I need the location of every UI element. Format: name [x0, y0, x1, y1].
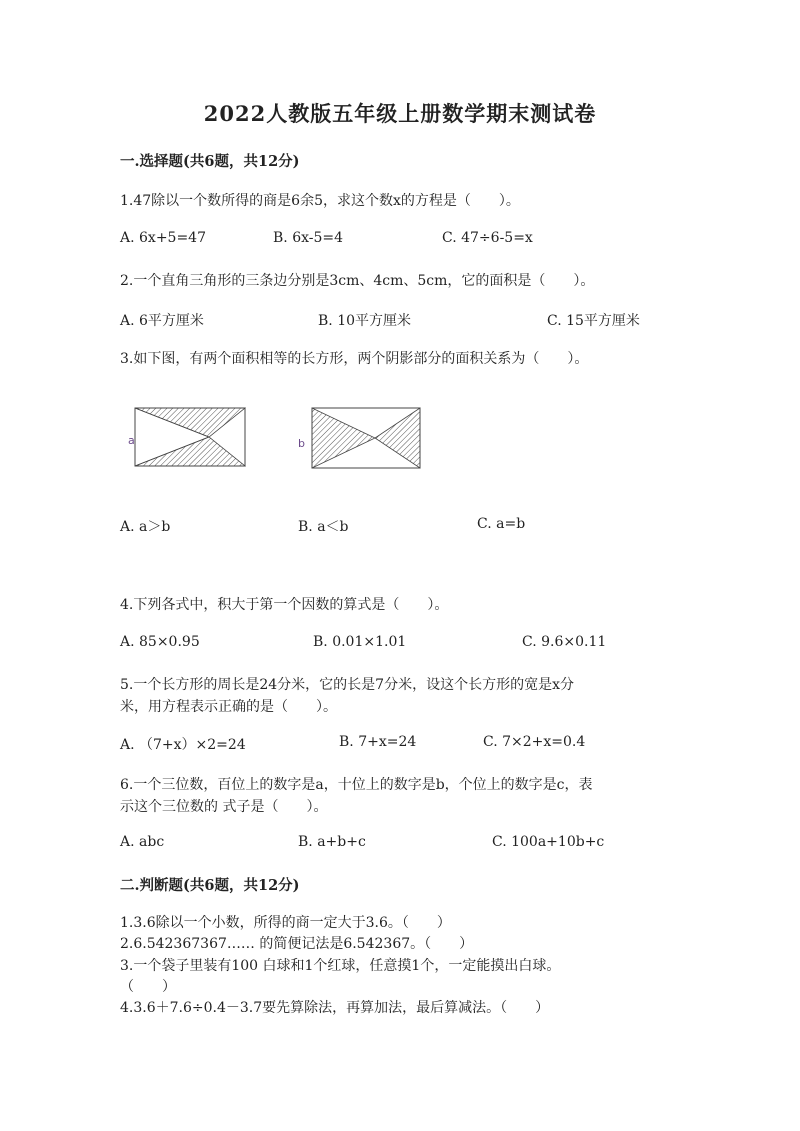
question-4-option-c: C. 9.6×0.11 — [522, 634, 607, 650]
question-2-option-c: C. 15平方厘米 — [547, 313, 640, 329]
question-2-stem: 2.一个直角三角形的三条边分别是3cm、4cm、5cm，它的面积是（ ）。 — [120, 273, 595, 289]
figure-a-rectangle — [134, 407, 246, 467]
section-heading-choice: 一.选择题(共6题，共12分) — [120, 153, 300, 170]
question-3-stem: 3.如下图，有两个面积相等的长方形，两个阴影部分的面积关系为（ ）。 — [120, 351, 589, 367]
question-5-stem-line-1: 5.一个长方形的周长是24分米，它的长是7分米，设这个长方形的宽是x分 — [120, 677, 574, 693]
page-title: 2022人教版五年级上册数学期末测试卷 — [203, 101, 597, 126]
question-4-option-b: B. 0.01×1.01 — [313, 634, 407, 650]
figure-a-label: a — [128, 434, 135, 447]
question-5-option-c: C. 7×2+x=0.4 — [483, 734, 586, 750]
question-1-stem: 1.47除以一个数所得的商是6余5，求这个数x的方程是（ ）。 — [120, 193, 520, 209]
question-4-option-a: A. 85×0.95 — [120, 634, 200, 650]
question-4-stem: 4.下列各式中，积大于第一个因数的算式是（ ）。 — [120, 597, 449, 613]
question-1-option-b: B. 6x-5=4 — [273, 230, 344, 246]
question-5-option-b: B. 7+x=24 — [339, 734, 417, 750]
question-6-stem-line-2: 示这个三位数的 式子是（ ）。 — [120, 799, 328, 815]
judgment-3-line-2: （ ） — [120, 979, 176, 995]
question-5-option-a: A. （7+x）×2=24 — [120, 737, 246, 753]
question-1-option-a: A. 6x+5=47 — [120, 230, 206, 246]
judgment-1: 1.3.6除以一个小数，所得的商一定大于3.6。（ ） — [120, 915, 451, 931]
section-heading-judgment: 二.判断题(共6题，共12分) — [120, 877, 300, 894]
question-6-option-b: B. a+b+c — [298, 834, 366, 850]
figure-b-label: b — [298, 437, 305, 450]
judgment-4: 4.3.6＋7.6÷0.4－3.7要先算除法，再算加法，最后算减法。（ ） — [120, 1000, 550, 1016]
question-6-option-a: A. abc — [120, 834, 165, 850]
question-3-option-b: B. a＜b — [298, 519, 349, 535]
question-2-option-b: B. 10平方厘米 — [318, 313, 412, 329]
question-3-option-a: A. a＞b — [120, 519, 171, 535]
question-3-option-c: C. a=b — [477, 516, 526, 532]
judgment-3-line-1: 3.一个袋子里装有100 白球和1个红球，任意摸1个，一定能摸出白球。 — [120, 958, 561, 974]
question-1-option-c: C. 47÷6-5=x — [442, 230, 533, 246]
question-5-stem-line-2: 米，用方程表示正确的是（ ）。 — [120, 699, 337, 715]
question-2-option-a: A. 6平方厘米 — [120, 313, 204, 329]
judgment-2: 2.6.542367367…… 的简便记法是6.542367。（ ） — [120, 936, 474, 952]
question-6-option-c: C. 100a+10b+c — [492, 834, 605, 850]
figure-b-rectangle — [311, 407, 421, 469]
question-6-stem-line-1: 6.一个三位数，百位上的数字是a，十位上的数字是b，个位上的数字是c，表 — [120, 777, 593, 793]
